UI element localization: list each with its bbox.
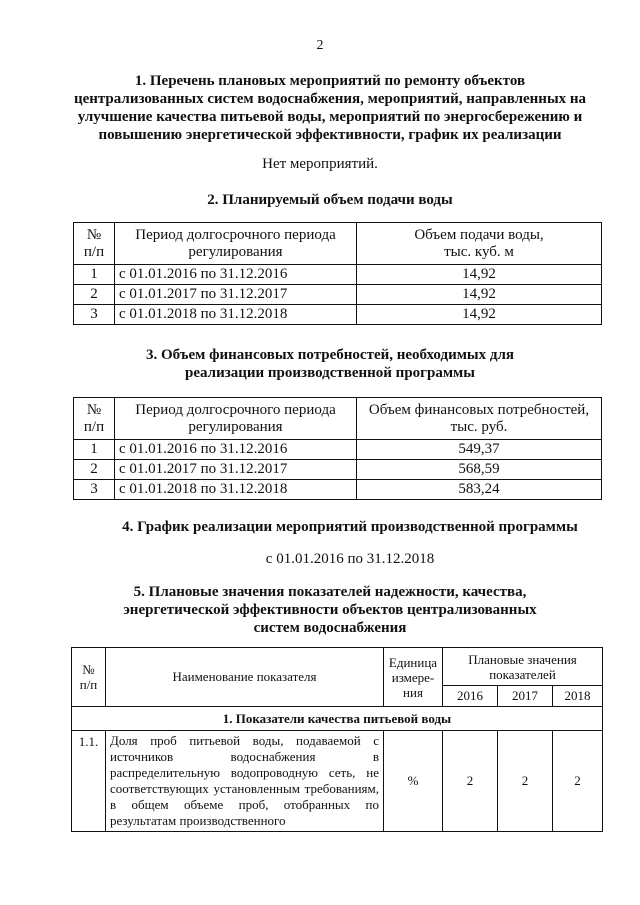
row-num: 3 xyxy=(74,305,115,325)
header-value-line: Объем подачи воды, xyxy=(414,226,544,243)
row-value: 583,24 xyxy=(357,480,602,500)
row-period: с 01.01.2018 по 31.12.2018 xyxy=(115,305,357,325)
header-period-line: регулирования xyxy=(188,243,283,260)
group-title: 1. Показатели качества питьевой воды xyxy=(72,707,603,731)
header-num-line: № xyxy=(82,662,95,677)
header-planned xyxy=(443,648,603,686)
header-period xyxy=(115,398,357,440)
header-year: 2016 xyxy=(443,686,498,707)
header-num-line: № xyxy=(86,401,102,418)
header-unit-line: ния xyxy=(403,684,423,700)
section5-title-line: 5. Плановые значения показателей надежности, качества, xyxy=(133,584,527,600)
header-year: 2017 xyxy=(498,686,553,707)
header-period-line: Период долгосрочного периода xyxy=(135,401,336,418)
row-value: 549,37 xyxy=(357,440,602,460)
section1-title-line: 1. Перечень плановых мероприятий по ремонту объектов xyxy=(134,73,526,89)
section5-title-line: систем водоснабжения xyxy=(253,620,407,636)
header-planned-line: показателей xyxy=(489,666,556,682)
section1-title xyxy=(40,72,620,144)
row-period: с 01.01.2017 по 31.12.2017 xyxy=(115,460,357,480)
header-period xyxy=(115,223,357,265)
finance-table xyxy=(73,397,602,500)
header-unit xyxy=(384,648,443,707)
row-num: 1 xyxy=(74,440,115,460)
row-num: 1 xyxy=(74,265,115,285)
row-unit: % xyxy=(384,731,443,832)
header-num xyxy=(72,648,106,707)
row-period: с 01.01.2016 по 31.12.2016 xyxy=(115,440,357,460)
table-row xyxy=(74,480,602,500)
section4-body: с 01.01.2016 по 31.12.2018 xyxy=(265,551,435,567)
header-num-line: п/п xyxy=(79,677,98,692)
section1-title-line: повышению энергетической эффективности, график их реализации xyxy=(98,127,562,143)
table-row xyxy=(72,731,603,832)
header-value xyxy=(357,223,602,265)
section1-body: Нет мероприятий. xyxy=(262,156,378,172)
header-period-line: Период долгосрочного периода xyxy=(135,226,336,243)
table-row xyxy=(74,265,602,285)
header-unit-line: Единица xyxy=(388,654,438,670)
row-value: 14,92 xyxy=(357,265,602,285)
section4-title: 4. График реализации мероприятий производственной программы xyxy=(122,519,578,535)
row-value: 2 xyxy=(553,731,603,832)
row-period: с 01.01.2018 по 31.12.2018 xyxy=(115,480,357,500)
supply-table xyxy=(73,222,602,325)
row-value: 14,92 xyxy=(357,285,602,305)
row-num: 2 xyxy=(74,460,115,480)
header-year: 2018 xyxy=(553,686,603,707)
section2-title: 2. Планируемый объем подачи воды xyxy=(207,192,453,208)
section5-title-line: энергетической эффективности объектов централизованных xyxy=(123,602,537,618)
section5-title xyxy=(40,583,620,637)
header-value-line: Объем финансовых потребностей, xyxy=(368,401,590,418)
header-value-line: тыс. руб. xyxy=(450,418,508,435)
table-row xyxy=(74,285,602,305)
section3-title xyxy=(40,346,620,382)
header-period-line: регулирования xyxy=(188,418,283,435)
row-num: 2 xyxy=(74,285,115,305)
table-row xyxy=(74,440,602,460)
indicators-table xyxy=(71,647,603,832)
header-value xyxy=(357,398,602,440)
section3-title-line: реализации производственной программы xyxy=(185,365,475,381)
row-name: Доля проб питьевой воды, подаваемой с источников водоснабжения в распределительную водопроводную сеть, не соответствующих установленным требованиям, в общем объеме проб, отобранных по результатам производственного xyxy=(106,731,384,832)
header-planned-line: Плановые значения xyxy=(468,651,577,667)
row-value: 2 xyxy=(443,731,498,832)
row-value: 568,59 xyxy=(357,460,602,480)
header-num xyxy=(74,223,115,265)
header-num-line: № xyxy=(86,226,102,243)
section1-title-line: улучшение качества питьевой воды, мероприятий по энергосбережению и xyxy=(77,109,583,125)
row-value: 2 xyxy=(498,731,553,832)
header-value-line: тыс. куб. м xyxy=(444,243,514,260)
table-row xyxy=(74,305,602,325)
page-number: 2 xyxy=(316,38,324,53)
header-num xyxy=(74,398,115,440)
header-unit-line: измере- xyxy=(391,669,435,685)
header-num-line: п/п xyxy=(83,418,105,435)
row-period: с 01.01.2017 по 31.12.2017 xyxy=(115,285,357,305)
row-num: 1.1. xyxy=(72,731,106,832)
row-period: с 01.01.2016 по 31.12.2016 xyxy=(115,265,357,285)
table-row xyxy=(74,460,602,480)
row-num: 3 xyxy=(74,480,115,500)
header-name: Наименование показателя xyxy=(106,648,384,707)
section1-title-line: централизованных систем водоснабжения, мероприятий, направленных на xyxy=(73,91,587,107)
header-num-line: п/п xyxy=(83,243,105,260)
section3-title-line: 3. Объем финансовых потребностей, необходимых для xyxy=(145,347,515,363)
row-value: 14,92 xyxy=(357,305,602,325)
